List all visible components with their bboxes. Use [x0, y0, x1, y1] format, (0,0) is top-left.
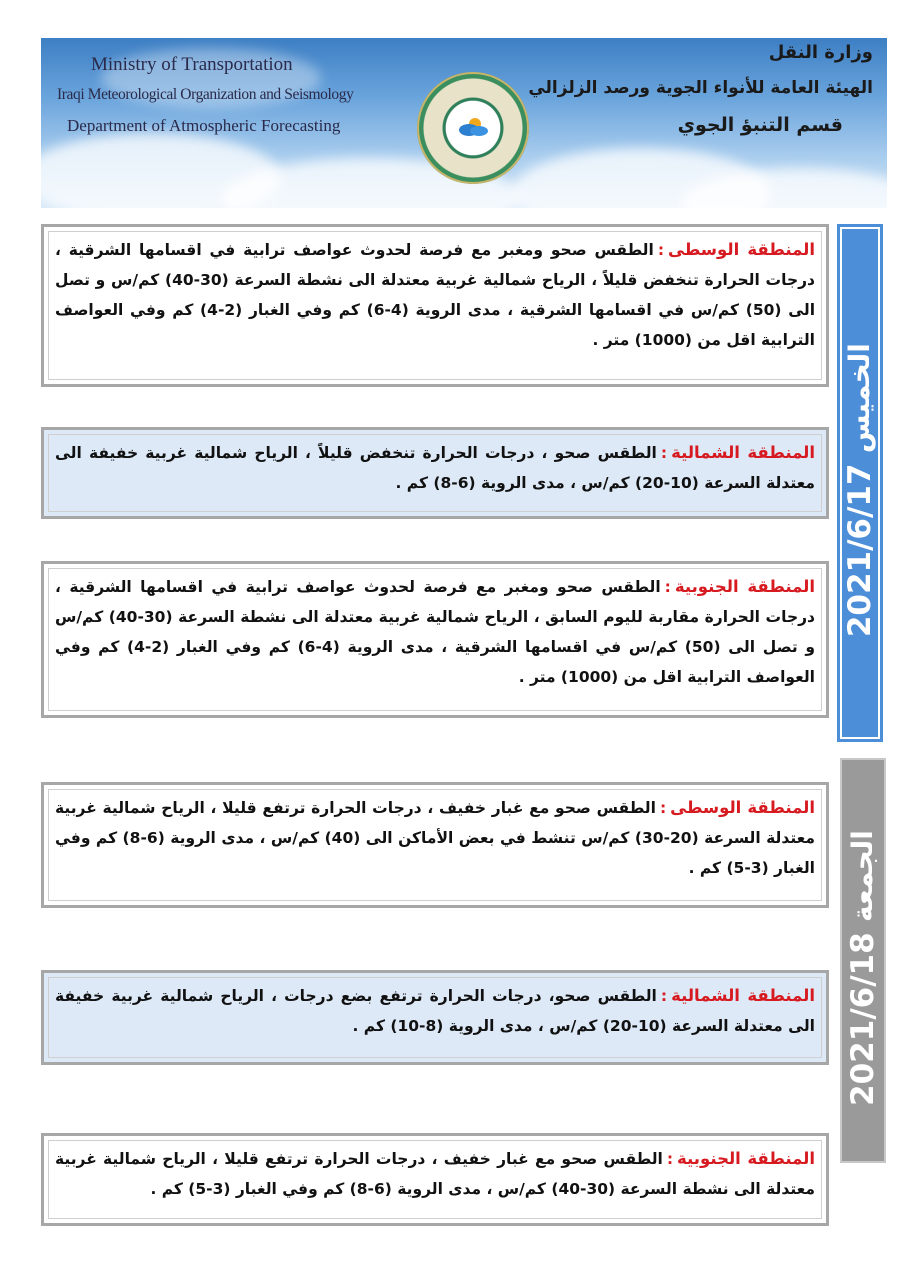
header-arabic-ministry: وزارة النقل [768, 42, 873, 63]
header-arabic-organization: الهيئة العامة للأنواء الجوية ورصد الزلزالي [528, 78, 873, 98]
meteorological-organization-logo-icon [417, 72, 529, 184]
region-label: المنطقة الشمالية [671, 986, 815, 1005]
forecast-box-south-thursday: المنطقة الجنوبية:الطقس صحو ومغبر مع فرصة لحدوث عواصف ترابية في اقسامها الشرقية ، درجات الحرارة مقاربة لليوم السابق ، الرياح شمالية غربية معتدلة الى نشطة السرعة (30-40) كم/س و تصل الى (50) كم/س في اقسامها الشرقية ، مدى الروية (4-6) كم وفي الغبار (2-4) كم وفي العواصف الترابية اقل من (1000) متر . [41, 561, 829, 718]
day-date: 2021/6/18 [845, 931, 881, 1106]
forecast-text: الطقس صحو مع غبار خفيف ، درجات الحرارة ترتفع قليلا ، الرياح شمالية غربية معتدلة الى نشطة السرعة (30-40) كم/س ، مدى الروية (6-8) كم وفي الغبار (3-5) كم . [55, 1150, 815, 1198]
forecast-text: الطقس صحو، درجات الحرارة ترتفع بضع درجات ، الرياح شمالية غربية خفيفة الى معتدلة السرعة (10-20) كم/س ، مدى الروية (8-10) كم . [55, 987, 815, 1035]
forecast-text: الطقس صحو مع غبار خفيف ، درجات الحرارة ترتفع قليلا ، الرياح شمالية غربية معتدلة السرعة (20-30) كم/س تنشط في بعض الأماكن الى (40) كم/س ، مدى الروية (6-8) كم وفي الغبار (3-5) كم . [55, 799, 815, 877]
header-english-ministry: Ministry of Transportation [91, 54, 293, 75]
forecast-box-north-friday: المنطقة الشمالية:الطقس صحو، درجات الحرارة ترتفع بضع درجات ، الرياح شمالية غربية خفيفة الى معتدلة السرعة (10-20) كم/س ، مدى الروية (8-10) كم . [41, 970, 829, 1065]
header-english-organization: Iraqi Meteorological Organization and Seismology [57, 86, 354, 103]
day-bar-friday [840, 758, 886, 1163]
region-label: المنطقة الشمالية [671, 443, 815, 462]
day-name: الجمعة [846, 829, 879, 922]
header-arabic-department: قسم التنبؤ الجوي [677, 114, 843, 136]
day-date: 2021/6/17 [842, 463, 878, 638]
forecast-box-central-friday: المنطقة الوسطى:الطقس صحو مع غبار خفيف ، درجات الحرارة ترتفع قليلا ، الرياح شمالية غربية معتدلة السرعة (20-30) كم/س تنشط في بعض الأماكن الى (40) كم/س ، مدى الروية (6-8) كم وفي الغبار (3-5) كم . [41, 782, 829, 908]
region-label: المنطقة الجنوبية [674, 577, 815, 596]
forecast-box-south-friday: المنطقة الجنوبية:الطقس صحو مع غبار خفيف ، درجات الحرارة ترتفع قليلا ، الرياح شمالية غربية معتدلة الى نشطة السرعة (30-40) كم/س ، مدى الروية (6-8) كم وفي الغبار (3-5) كم . [41, 1133, 829, 1226]
region-label: المنطقة الجنوبية [677, 1149, 816, 1168]
forecast-text: الطقس صحو ، درجات الحرارة تنخفض قليلاً ، الرياح شمالية غربية خفيفة الى معتدلة السرعة (10-20) كم/س ، مدى الروية (6-8) كم . [55, 444, 815, 492]
bulletin-header [41, 38, 887, 208]
day-bar-thursday [837, 224, 883, 742]
forecast-text: الطقس صحو ومغبر مع فرصة لحدوث عواصف ترابية في اقسامها الشرقية ، درجات الحرارة مقاربة لليوم السابق ، الرياح شمالية غربية معتدلة الى نشطة السرعة (30-40) كم/س و تصل الى (50) كم/س في اقسامها الشرقية ، مدى الروية (4-6) كم وفي الغبار (2-4) كم وفي العواصف الترابية اقل من (1000) متر . [55, 578, 815, 686]
day-name: الخميس [843, 342, 876, 453]
region-label: المنطقة الوسطى [668, 240, 815, 259]
forecast-box-central-thursday: المنطقة الوسطى:الطقس صحو ومغبر مع فرصة لحدوث عواصف ترابية في اقسامها الشرقية ، درجات الحرارة تنخفض قليلاً ، الرياح شمالية غربية معتدلة الى نشطة السرعة (30-40) كم/س و تصل الى (50) كم/س في اقسامها الشرقية ، مدى الروية (4-6) كم وفي الغبار (2-4) كم وفي العواصف الترابية اقل من (1000) متر . [41, 224, 829, 387]
forecast-box-north-thursday: المنطقة الشمالية:الطقس صحو ، درجات الحرارة تنخفض قليلاً ، الرياح شمالية غربية خفيفة الى معتدلة السرعة (10-20) كم/س ، مدى الروية (6-8) كم . [41, 427, 829, 519]
header-english-department: Department of Atmospheric Forecasting [67, 116, 341, 135]
forecast-text: الطقس صحو ومغبر مع فرصة لحدوث عواصف ترابية في اقسامها الشرقية ، درجات الحرارة تنخفض قليلاً ، الرياح شمالية غربية معتدلة الى نشطة السرعة (30-40) كم/س و تصل الى (50) كم/س في اقسامها الشرقية ، مدى الروية (4-6) كم وفي الغبار (2-4) كم وفي العواصف الترابية اقل من (1000) متر . [55, 241, 816, 349]
region-label: المنطقة الوسطى [670, 798, 815, 817]
